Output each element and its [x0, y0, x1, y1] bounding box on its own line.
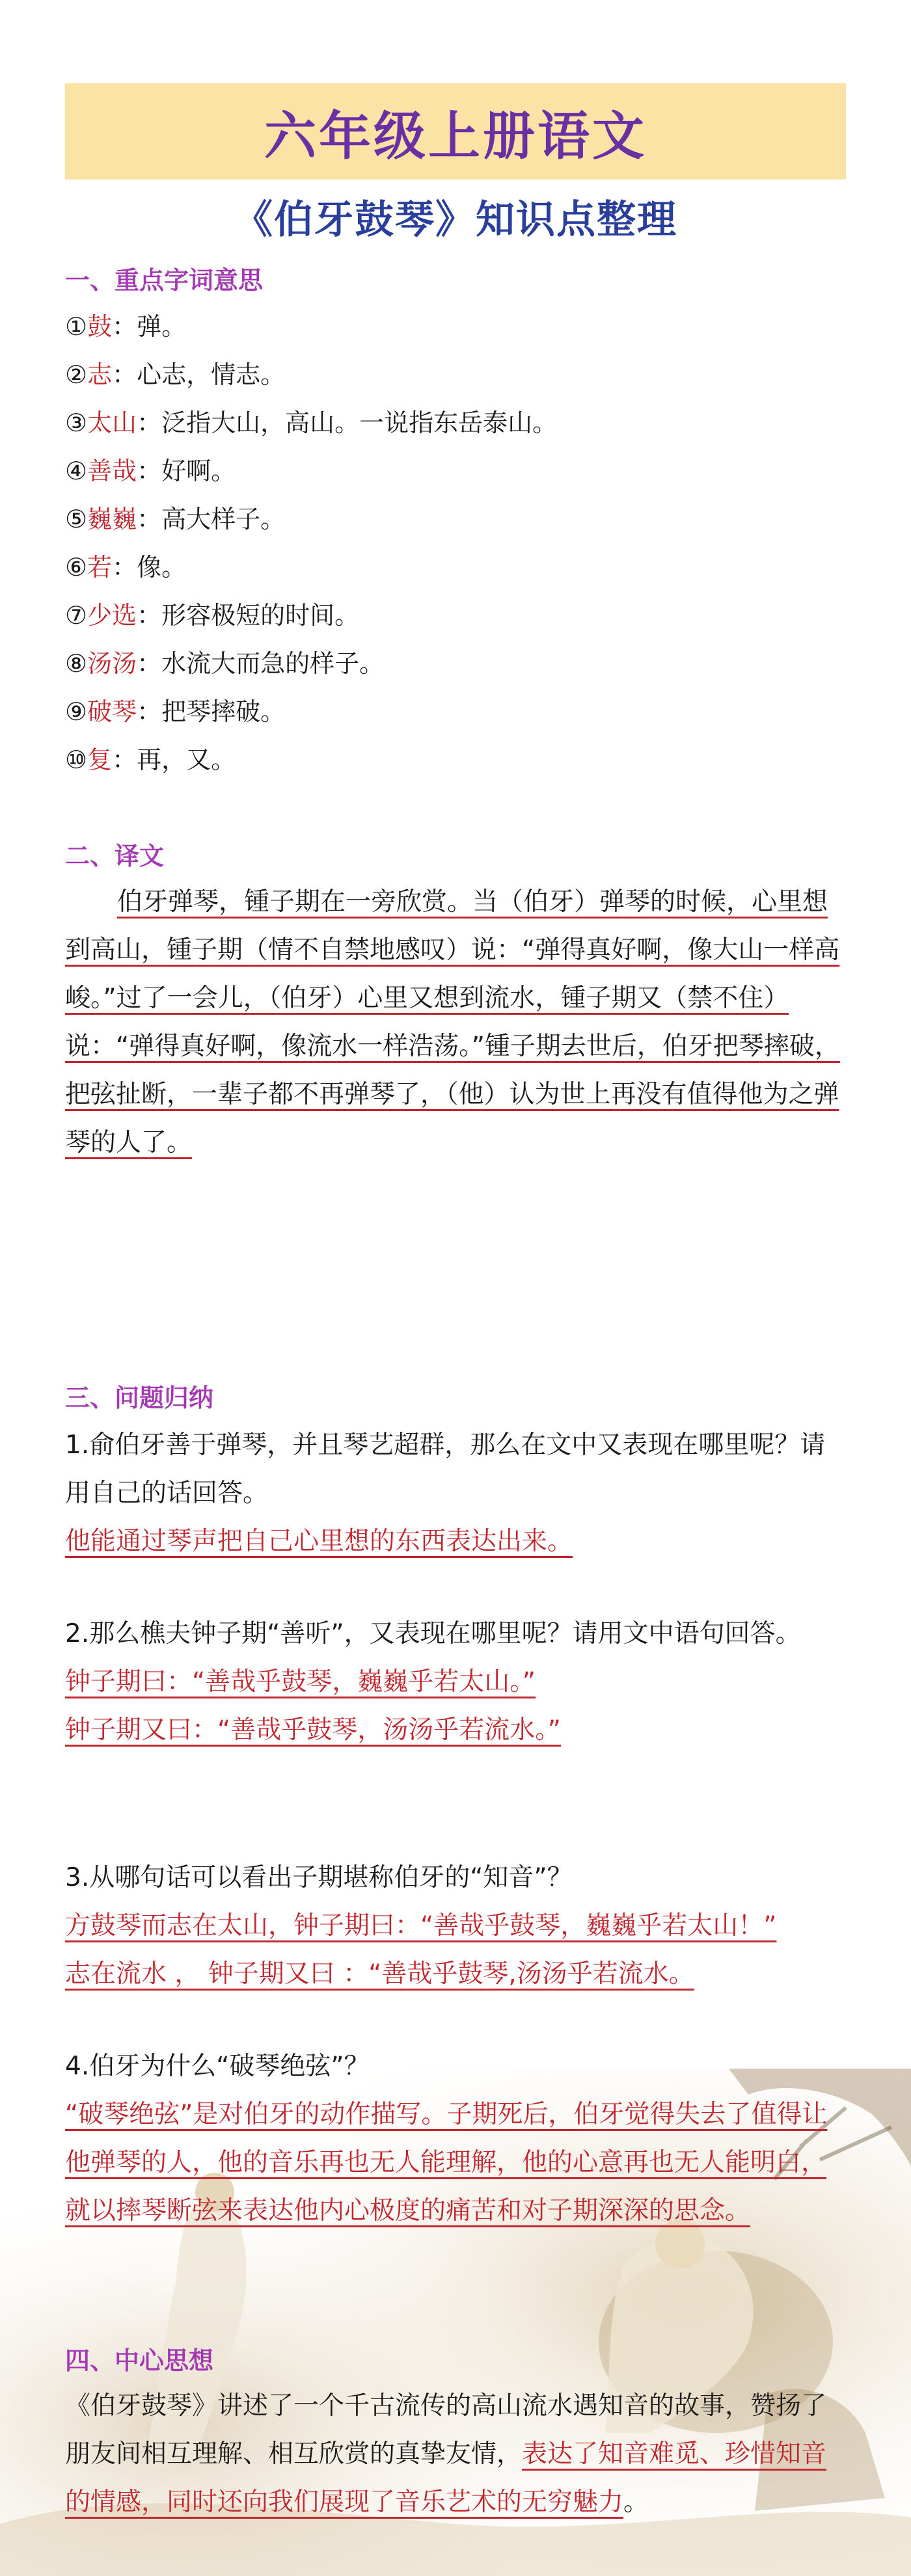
- vocab-term: 鼓: [87, 312, 113, 341]
- vocab-item: [65, 399, 846, 447]
- vocab-number: ⑤: [65, 505, 88, 533]
- translation-text: 伯牙弹琴，锺子期在一旁欣赏。当（伯牙）弹琴的时候，心里想到高山，锺子期（情不自禁地感叹）说：“弹得真好啊，像大山一样高峻。”过了一会儿，（伯牙）心里又想到流水，锺子期又（禁不住）说：“弹得真好啊，像流水一样浩荡。”锺子期去世后，伯牙把琴摔破，把弦扯断，一辈子都不再弹琴了，（他）认为世上再没有值得他为之弹琴的人了。: [65, 887, 840, 1157]
- question-text: 2.那么樵夫钟子期“善听”，又表现在哪里呢？请用文中语句回答。: [65, 1619, 801, 1648]
- vocab-item: [65, 688, 846, 736]
- vocab-definition: 像。: [137, 553, 187, 582]
- vocab-number: ①: [65, 312, 88, 341]
- question-text: 3.从哪句话可以看出子期堪称伯牙的“知音”？: [65, 1863, 573, 1892]
- answer-text: “破琴绝弦”是对伯牙的动作描写。子期死后，伯牙觉得失去了值得让他弹琴的人，他的音乐再也无人能理解，他的心意再也无人能明白，就以摔琴断弦来表达他内心极度的痛苦和对子期深深的思念。: [65, 2100, 828, 2225]
- vocab-item: [65, 495, 846, 543]
- section-title-theme: 四、中心思想: [65, 2346, 214, 2375]
- vocab-list: [65, 302, 846, 784]
- theme-paragraph: [65, 2382, 846, 2527]
- question-text: 1.俞伯牙善于弹琴，并且琴艺超群，那么在文中又表现在哪里呢？请用自己的话回答。: [65, 1430, 826, 1508]
- vocab-definition: 形容极短的时间。: [161, 601, 360, 630]
- vocab-item: [65, 447, 846, 495]
- vocab-term: 汤汤: [87, 649, 137, 678]
- theme-end: 。: [623, 2488, 649, 2517]
- vocab-separator: ：: [112, 553, 137, 582]
- vocab-number: ⑩: [65, 745, 88, 774]
- vocab-item: [65, 302, 846, 351]
- vocab-separator: ：: [112, 312, 137, 341]
- vocab-term: 巍巍: [87, 505, 137, 533]
- vocab-term: 若: [87, 553, 113, 582]
- vocab-term: 复: [87, 745, 113, 774]
- vocab-number: ⑧: [65, 649, 88, 678]
- answer-text: 钟子期曰：“善哉乎鼓琴，巍巍乎若太山。”: [65, 1667, 536, 1697]
- vocab-separator: ：: [137, 505, 162, 533]
- vocab-definition: 心志，情志。: [137, 360, 286, 389]
- vocab-separator: ：: [137, 601, 162, 630]
- question-4: [65, 2043, 846, 2235]
- vocab-separator: ：: [112, 745, 137, 774]
- answer-text: 钟子期又曰：“善哉乎鼓琴，汤汤乎若流水。”: [65, 1715, 561, 1745]
- vocab-definition: 水流大而急的样子。: [161, 649, 385, 678]
- vocab-number: ④: [65, 457, 88, 485]
- vocab-item: [65, 351, 846, 399]
- answer-text: 志在流水 ， 钟子期又曰 ：“善哉乎鼓琴,汤汤乎若流水。: [65, 1959, 694, 1989]
- vocab-term: 少选: [87, 601, 137, 630]
- vocab-term: 善哉: [87, 457, 137, 485]
- vocab-definition: 把琴摔破。: [161, 697, 286, 726]
- question-2: [65, 1610, 846, 1754]
- vocab-definition: 泛指大山，高山。一说指东岳泰山。: [161, 409, 558, 437]
- vocab-term: 破琴: [87, 697, 137, 726]
- vocab-item: [65, 591, 846, 639]
- title-banner: [65, 83, 846, 180]
- question-text: 4.伯牙为什么“破琴绝弦”？: [65, 2052, 370, 2081]
- question-3: [65, 1854, 846, 1998]
- page-title: 六年级上册语文: [264, 105, 647, 167]
- vocab-number: ③: [65, 409, 88, 437]
- section-title-vocab: 一、重点字词意思: [65, 266, 264, 295]
- vocab-separator: ：: [112, 360, 137, 389]
- vocab-definition: 好啊。: [161, 457, 236, 485]
- vocab-definition: 高大样子。: [161, 505, 286, 533]
- vocab-number: ⑥: [65, 553, 88, 582]
- vocab-item: [65, 543, 846, 591]
- answer-text: 方鼓琴而志在太山，钟子期曰：“善哉乎鼓琴，巍巍乎若太山！”: [65, 1911, 777, 1940]
- vocab-separator: ：: [137, 409, 162, 437]
- vocab-definition: 再，又。: [137, 745, 236, 774]
- vocab-term: 太山: [87, 409, 137, 437]
- vocab-separator: ：: [137, 649, 162, 678]
- vocab-separator: ：: [137, 697, 162, 726]
- vocab-number: ⑦: [65, 601, 88, 630]
- section-title-questions: 三、问题归纳: [65, 1384, 214, 1412]
- translation-paragraph: [65, 878, 846, 1167]
- vocab-item: [65, 736, 846, 784]
- vocab-number: ⑨: [65, 697, 88, 726]
- section-title-translation: 二、译文: [65, 842, 165, 870]
- page-subtitle: 《伯牙鼓琴》知识点整理: [234, 197, 677, 243]
- vocab-term: 志: [87, 360, 113, 389]
- vocab-number: ②: [65, 360, 88, 389]
- question-1: [65, 1421, 846, 1566]
- theme-highlight: 表达了知音难觅、珍惜知音的情感，同时还向我们展现了音乐艺术的无穷魅力: [65, 2439, 827, 2517]
- vocab-separator: ：: [137, 457, 162, 485]
- vocab-item: [65, 639, 846, 688]
- theme-text: 《伯牙鼓琴》讲述了一个千古流传的高山流水遇知音的故事，赞扬了朋友间相互理解、相互欣赏的真挚友情，: [65, 2391, 827, 2469]
- answer-text: 他能通过琴声把自己心里想的东西表达出来。: [65, 1527, 573, 1556]
- vocab-definition: 弹。: [137, 312, 187, 341]
